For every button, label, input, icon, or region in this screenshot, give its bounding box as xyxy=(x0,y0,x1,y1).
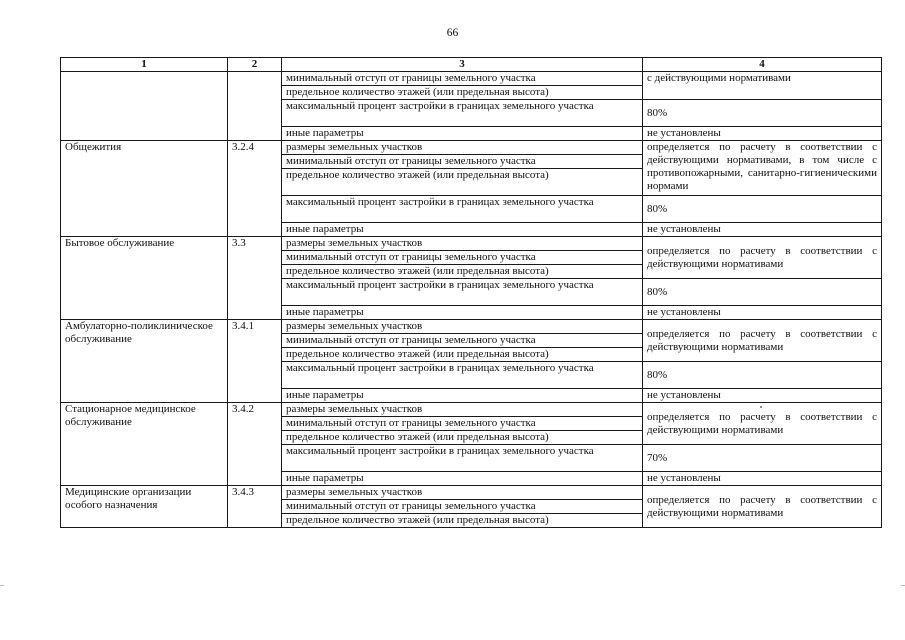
use-name-cell: Бытовое обслуживание xyxy=(61,237,228,320)
percent-cell: 80% xyxy=(643,279,882,306)
percent-cell: 80% xyxy=(643,100,882,127)
param-cell: максимальный процент застройки в границах земельного участка xyxy=(282,100,643,127)
other-cell: не установлены xyxy=(643,223,882,237)
table-header-row xyxy=(61,58,882,72)
table-row xyxy=(61,141,882,155)
header-col-3: 3 xyxy=(282,58,643,72)
use-code-cell: 3.4.1 xyxy=(228,320,282,403)
param-cell: иные параметры xyxy=(282,472,643,486)
use-code-cell: 3.2.4 xyxy=(228,141,282,237)
header-col-2: 2 xyxy=(228,58,282,72)
table-row xyxy=(61,486,882,500)
page-number: 66 xyxy=(446,27,459,39)
norm-cell: определяется по расчету в соответствии с действующими нормативами xyxy=(643,237,882,279)
scan-edge-mark-left xyxy=(0,585,4,586)
param-cell: иные параметры xyxy=(282,389,643,403)
param-cell: иные параметры xyxy=(282,223,643,237)
norm-cell: определяется по расчету в соответствии с действующими нормативами xyxy=(643,486,882,528)
param-cell: иные параметры xyxy=(282,306,643,320)
table-row xyxy=(61,237,882,251)
param-cell: максимальный процент застройки в границах земельного участка xyxy=(282,279,643,306)
use-name-cell: Общежития xyxy=(61,141,228,237)
param-cell: максимальный процент застройки в границах земельного участка xyxy=(282,445,643,472)
table-row xyxy=(61,72,882,86)
norm-cell: с действующими нормативами xyxy=(643,72,882,100)
table-row xyxy=(61,320,882,334)
param-cell: максимальный процент застройки в границах земельного участка xyxy=(282,362,643,389)
norm-cell: определяется по расчету в соответствии с действующими нормативами xyxy=(643,403,882,445)
param-cell: размеры земельных участков xyxy=(282,486,643,500)
scan-edge-mark-right xyxy=(901,585,905,586)
param-cell: минимальный отступ от границы земельного участка xyxy=(282,500,643,514)
param-cell: размеры земельных участков xyxy=(282,320,643,334)
norm-cell: определяется по расчету в соответствии с действующими нормативами, в том числе с противопожарными, санитарно-гигиеническими нормами xyxy=(643,141,882,196)
param-cell: предельное количество этажей (или предельная высота) xyxy=(282,86,643,100)
param-cell: предельное количество этажей (или предельная высота) xyxy=(282,348,643,362)
use-name-cell: Амбулаторно-поликлиническое обслуживание xyxy=(61,320,228,403)
use-code-cell: 3.3 xyxy=(228,237,282,320)
param-cell: иные параметры xyxy=(282,127,643,141)
param-cell: предельное количество этажей (или предельная высота) xyxy=(282,431,643,445)
use-name-cell: Стационарное медицинское обслуживание xyxy=(61,403,228,486)
param-cell: размеры земельных участков xyxy=(282,141,643,155)
use-code-cell: 3.4.2 xyxy=(228,403,282,486)
use-name-cell: Медицинские организации особого назначения xyxy=(61,486,228,528)
param-cell: предельное количество этажей (или предельная высота) xyxy=(282,514,643,528)
param-cell: минимальный отступ от границы земельного участка xyxy=(282,72,643,86)
use-code-cell: 3.4.3 xyxy=(228,486,282,528)
use-name-cell xyxy=(61,72,228,141)
scan-speck xyxy=(760,406,762,408)
param-cell: минимальный отступ от границы земельного участка xyxy=(282,334,643,348)
other-cell: не установлены xyxy=(643,472,882,486)
param-cell: минимальный отступ от границы земельного участка xyxy=(282,155,643,169)
param-cell: размеры земельных участков xyxy=(282,237,643,251)
param-cell: минимальный отступ от границы земельного участка xyxy=(282,251,643,265)
param-cell: максимальный процент застройки в границах земельного участка xyxy=(282,196,643,223)
percent-cell: 80% xyxy=(643,196,882,223)
other-cell: не установлены xyxy=(643,127,882,141)
header-col-1: 1 xyxy=(61,58,228,72)
param-cell: минимальный отступ от границы земельного участка xyxy=(282,417,643,431)
other-cell: не установлены xyxy=(643,389,882,403)
param-cell: предельное количество этажей (или предельная высота) xyxy=(282,265,643,279)
norm-cell: определяется по расчету в соответствии с действующими нормативами xyxy=(643,320,882,362)
param-cell: предельное количество этажей (или предельная высота) xyxy=(282,169,643,196)
table-row xyxy=(61,403,882,417)
percent-cell: 80% xyxy=(643,362,882,389)
use-code-cell xyxy=(228,72,282,141)
other-cell: не установлены xyxy=(643,306,882,320)
zoning-parameters-table xyxy=(60,57,882,528)
param-cell: размеры земельных участков xyxy=(282,403,643,417)
header-col-4: 4 xyxy=(643,58,882,72)
percent-cell: 70% xyxy=(643,445,882,472)
